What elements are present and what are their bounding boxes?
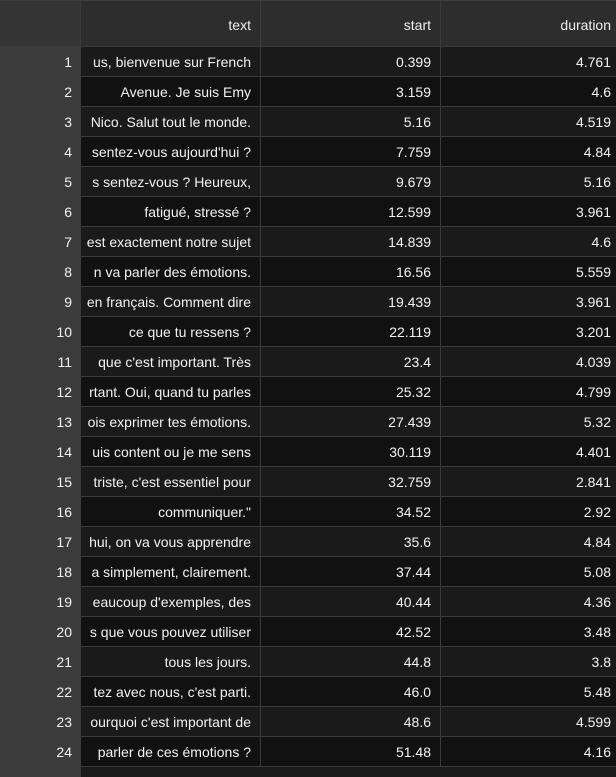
text-cell[interactable] <box>81 587 261 616</box>
text-cell-value: est exactement notre sujet <box>86 233 251 250</box>
row-index-cell[interactable]: 17 <box>0 527 81 556</box>
table-row[interactable] <box>0 557 616 587</box>
text-cell[interactable] <box>81 407 261 436</box>
duration-cell[interactable]: 4.6 <box>441 77 616 106</box>
text-cell-value: us, bienvenue sur French <box>93 53 251 70</box>
text-cell-value: en français. Comment dire <box>86 293 251 310</box>
table-row[interactable] <box>0 407 616 437</box>
start-cell[interactable]: 19.439 <box>261 287 441 316</box>
text-cell[interactable] <box>81 437 261 466</box>
row-index-cell[interactable]: 14 <box>0 437 81 466</box>
table-row[interactable] <box>0 437 616 467</box>
text-cell-value: hui, on va vous apprendre <box>89 533 251 550</box>
table-header-row <box>0 0 616 47</box>
table-row[interactable] <box>0 137 616 167</box>
text-cell-value: triste, c'est essentiel pour <box>93 473 251 490</box>
row-index-cell[interactable]: 12 <box>0 377 81 406</box>
text-cell[interactable] <box>81 227 261 256</box>
text-cell-value: Avenue. Je suis Emy <box>120 83 251 100</box>
text-cell[interactable] <box>81 347 261 376</box>
row-index-cell[interactable]: 9 <box>0 287 81 316</box>
duration-cell[interactable]: 4.039 <box>441 347 616 376</box>
duration-cell[interactable]: 4.799 <box>441 377 616 406</box>
duration-cell[interactable]: 4.401 <box>441 437 616 466</box>
table-row[interactable] <box>0 707 616 737</box>
text-cell[interactable] <box>81 677 261 706</box>
table-row[interactable] <box>0 587 616 617</box>
duration-cell[interactable]: 2.841 <box>441 467 616 496</box>
start-cell[interactable]: 30.119 <box>261 437 441 466</box>
start-column-header[interactable]: start <box>261 1 441 46</box>
text-cell[interactable] <box>81 287 261 316</box>
table-body <box>0 47 616 767</box>
table-row[interactable] <box>0 497 616 527</box>
row-index-cell <box>0 767 81 777</box>
text-cell-value: n va parler des émotions. <box>93 263 251 280</box>
text-cell-value: tous les jours. <box>164 653 251 670</box>
start-cell[interactable]: 7.759 <box>261 137 441 166</box>
text-cell[interactable] <box>81 647 261 676</box>
row-index-cell[interactable]: 18 <box>0 557 81 586</box>
duration-cell[interactable]: 5.32 <box>441 407 616 436</box>
text-cell[interactable] <box>81 317 261 346</box>
start-cell[interactable]: 3.159 <box>261 77 441 106</box>
table-row[interactable] <box>0 377 616 407</box>
table-row[interactable] <box>0 107 616 137</box>
table-row[interactable] <box>0 617 616 647</box>
text-cell-value: s que vous pouvez utiliser <box>89 623 251 640</box>
duration-cell[interactable]: 3.48 <box>441 617 616 646</box>
text-cell-value: ce que tu ressens ? <box>128 323 251 340</box>
text-cell[interactable] <box>81 47 261 76</box>
row-index-cell[interactable]: 10 <box>0 317 81 346</box>
text-cell-value: ourquoi c'est important de <box>90 713 251 730</box>
table-row[interactable] <box>0 77 616 107</box>
text-cell[interactable] <box>81 167 261 196</box>
start-cell[interactable]: 25.32 <box>261 377 441 406</box>
start-cell[interactable]: 0.399 <box>261 47 441 76</box>
row-index-cell[interactable]: 16 <box>0 497 81 526</box>
text-cell-value: sentez-vous aujourd'hui ? <box>91 143 251 160</box>
start-cell[interactable]: 35.6 <box>261 527 441 556</box>
index-column-header[interactable] <box>0 1 81 46</box>
duration-cell[interactable]: 4.84 <box>441 527 616 556</box>
text-cell-value: communiquer." <box>158 503 251 520</box>
text-cell-value: uis content ou je me sens <box>92 443 251 460</box>
duration-cell[interactable]: 3.201 <box>441 317 616 346</box>
start-cell[interactable]: 37.44 <box>261 557 441 586</box>
row-index-cell[interactable]: 7 <box>0 227 81 256</box>
table-row[interactable] <box>0 287 616 317</box>
row-index-cell[interactable]: 20 <box>0 617 81 646</box>
duration-column-header[interactable]: duration <box>441 1 616 46</box>
row-index-cell[interactable]: 13 <box>0 407 81 436</box>
start-cell[interactable]: 40.44 <box>261 587 441 616</box>
start-cell[interactable]: 12.599 <box>261 197 441 226</box>
duration-cell[interactable]: 4.519 <box>441 107 616 136</box>
row-index-cell[interactable]: 3 <box>0 107 81 136</box>
text-cell[interactable] <box>81 197 261 226</box>
start-cell[interactable]: 16.56 <box>261 257 441 286</box>
duration-cell[interactable]: 5.08 <box>441 557 616 586</box>
text-cell[interactable] <box>81 377 261 406</box>
row-index-cell[interactable]: 1 <box>0 47 81 76</box>
text-cell-value: parler de ces émotions ? <box>97 743 251 760</box>
table-row[interactable] <box>0 167 616 197</box>
text-cell-value: fatigué, stressé ? <box>144 203 251 220</box>
row-index-cell[interactable]: 11 <box>0 347 81 376</box>
text-cell-value: Nico. Salut tout le monde. <box>90 113 251 130</box>
text-cell-value: eaucoup d'exemples, des <box>92 593 251 610</box>
text-cell[interactable] <box>81 707 261 736</box>
text-cell-value: que c'est important. Très <box>98 353 251 370</box>
table-row[interactable] <box>0 737 616 767</box>
table-row[interactable] <box>0 257 616 287</box>
text-cell[interactable] <box>81 257 261 286</box>
row-index-cell[interactable]: 19 <box>0 587 81 616</box>
duration-cell[interactable]: 4.16 <box>441 737 616 766</box>
text-cell[interactable] <box>81 467 261 496</box>
text-cell[interactable] <box>81 737 261 766</box>
row-index-cell[interactable]: 2 <box>0 77 81 106</box>
duration-cell[interactable]: 5.48 <box>441 677 616 706</box>
row-index-cell[interactable]: 24 <box>0 737 81 766</box>
start-cell[interactable]: 9.679 <box>261 167 441 196</box>
text-cell[interactable] <box>81 497 261 526</box>
start-cell[interactable]: 14.839 <box>261 227 441 256</box>
duration-cell[interactable]: 2.92 <box>441 497 616 526</box>
text-cell-value: rtant. Oui, quand tu parles <box>89 383 251 400</box>
text-cell[interactable] <box>81 137 261 166</box>
table-row[interactable] <box>0 677 616 707</box>
duration-cell[interactable]: 4.761 <box>441 47 616 76</box>
row-index-cell[interactable]: 23 <box>0 707 81 736</box>
start-cell[interactable]: 44.8 <box>261 647 441 676</box>
start-cell[interactable]: 5.16 <box>261 107 441 136</box>
row-index-cell[interactable]: 4 <box>0 137 81 166</box>
text-cell[interactable] <box>81 557 261 586</box>
duration-cell[interactable]: 4.599 <box>441 707 616 736</box>
start-cell[interactable]: 46.0 <box>261 677 441 706</box>
table-row[interactable] <box>0 317 616 347</box>
row-index-cell[interactable]: 6 <box>0 197 81 226</box>
start-cell[interactable]: 51.48 <box>261 737 441 766</box>
start-cell[interactable]: 32.759 <box>261 467 441 496</box>
duration-cell[interactable]: 5.559 <box>441 257 616 286</box>
text-cell[interactable] <box>81 77 261 106</box>
table-row[interactable] <box>0 347 616 377</box>
duration-cell[interactable]: 4.6 <box>441 227 616 256</box>
table-partial-row <box>0 767 616 777</box>
duration-cell[interactable]: 4.36 <box>441 587 616 616</box>
text-cell[interactable] <box>81 107 261 136</box>
row-index-cell[interactable]: 8 <box>0 257 81 286</box>
text-cell-value: ois exprimer tes émotions. <box>87 413 251 430</box>
duration-cell[interactable]: 5.16 <box>441 167 616 196</box>
start-cell[interactable]: 34.52 <box>261 497 441 526</box>
row-index-cell[interactable]: 15 <box>0 467 81 496</box>
start-cell[interactable]: 27.439 <box>261 407 441 436</box>
text-cell-value: a simplement, clairement. <box>91 563 251 580</box>
table-row[interactable] <box>0 527 616 557</box>
text-cell-value: s sentez-vous ? Heureux, <box>92 173 251 190</box>
start-cell[interactable]: 23.4 <box>261 347 441 376</box>
table-row[interactable] <box>0 647 616 677</box>
start-cell[interactable]: 42.52 <box>261 617 441 646</box>
duration-cell[interactable]: 3.961 <box>441 287 616 316</box>
row-index-cell[interactable]: 22 <box>0 677 81 706</box>
table-row[interactable] <box>0 47 616 77</box>
text-cell[interactable] <box>81 527 261 556</box>
text-cell[interactable] <box>81 617 261 646</box>
duration-cell[interactable]: 3.8 <box>441 647 616 676</box>
duration-cell[interactable]: 3.961 <box>441 197 616 226</box>
table-row[interactable] <box>0 197 616 227</box>
table-row[interactable] <box>0 467 616 497</box>
text-column-header[interactable]: text <box>81 1 261 46</box>
start-cell[interactable]: 48.6 <box>261 707 441 736</box>
start-cell[interactable]: 22.119 <box>261 317 441 346</box>
row-index-cell[interactable]: 21 <box>0 647 81 676</box>
duration-cell[interactable]: 4.84 <box>441 137 616 166</box>
text-cell-value: tez avec nous, c'est parti. <box>93 683 251 700</box>
row-index-cell[interactable]: 5 <box>0 167 81 196</box>
table-row[interactable] <box>0 227 616 257</box>
